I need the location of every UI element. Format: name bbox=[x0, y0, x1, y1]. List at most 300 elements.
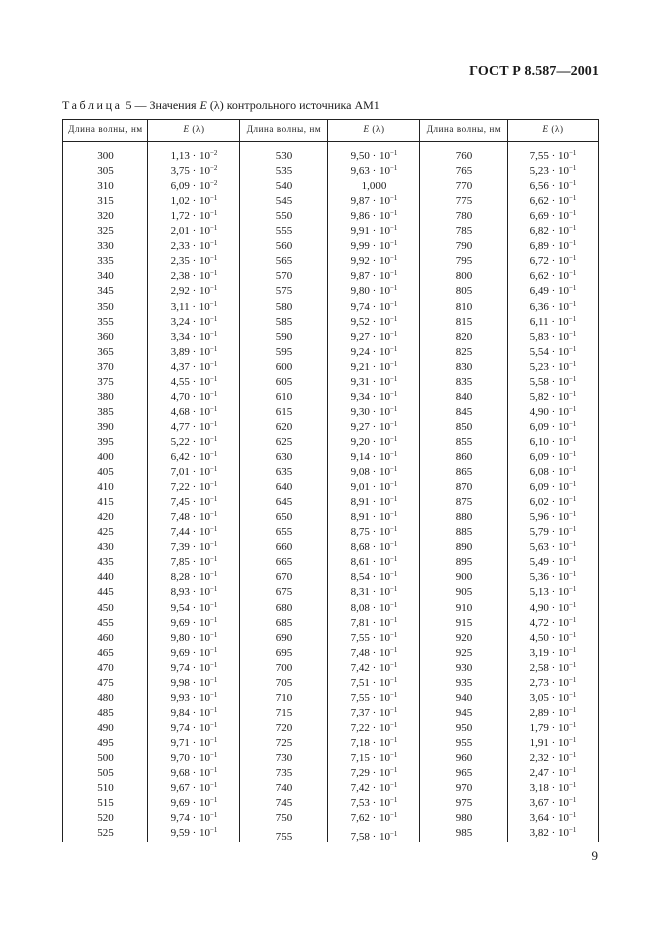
cell-wavelength: 630 bbox=[275, 451, 293, 463]
cell-wavelength: 945 bbox=[455, 706, 473, 719]
cell-value bbox=[508, 781, 598, 795]
cell-value-exponent: −1 bbox=[209, 465, 218, 474]
cell-value-mantissa: 9,01 · 10 bbox=[350, 481, 390, 494]
cell-value-exponent: −1 bbox=[209, 374, 218, 383]
cell-value bbox=[148, 540, 240, 554]
cell-value bbox=[148, 616, 240, 630]
cell-value bbox=[508, 751, 598, 765]
cell-value-mantissa: 4,68 · 10 bbox=[170, 405, 210, 418]
cell-value bbox=[148, 826, 240, 840]
cell-wavelength: 970 bbox=[455, 782, 473, 795]
cell-wavelength: 530 bbox=[275, 150, 293, 162]
cell-value-mantissa: 7,45 · 10 bbox=[170, 496, 210, 509]
cell-value bbox=[508, 164, 598, 178]
cell-value-mantissa: 6,08 · 10 bbox=[529, 466, 569, 479]
cell-wavelength: 730 bbox=[275, 752, 293, 764]
cell-value bbox=[328, 570, 420, 584]
cell-wavelength: 750 bbox=[275, 812, 293, 825]
cell-value bbox=[508, 766, 598, 780]
cell-value-mantissa: 8,91 · 10 bbox=[350, 511, 390, 524]
cell-value-mantissa: 9,74 · 10 bbox=[170, 812, 210, 825]
cell-wavelength: 645 bbox=[275, 496, 293, 509]
cell-value-mantissa: 5,54 · 10 bbox=[529, 345, 569, 358]
cell-value bbox=[508, 284, 598, 298]
cell-wavelength: 935 bbox=[455, 676, 473, 689]
cell-value-mantissa: 4,37 · 10 bbox=[170, 360, 210, 373]
cell-wavelength: 720 bbox=[275, 721, 293, 734]
cell-wavelength: 350 bbox=[97, 300, 114, 313]
cell-value bbox=[148, 390, 240, 404]
cell-value bbox=[508, 540, 598, 554]
cell-wavelength: 700 bbox=[275, 661, 293, 674]
cell-value-mantissa: 4,50 · 10 bbox=[529, 631, 569, 644]
cell-value-mantissa: 9,86 · 10 bbox=[350, 210, 390, 223]
cell-wavelength: 680 bbox=[275, 601, 293, 614]
cell-wavelength: 640 bbox=[275, 481, 293, 494]
cell-wavelength: 580 bbox=[275, 300, 293, 313]
cell-value bbox=[508, 480, 598, 494]
cell-value-exponent: −1 bbox=[209, 224, 218, 233]
cell-value-mantissa: 6,09 · 10 bbox=[529, 481, 569, 494]
cell-wavelength: 440 bbox=[97, 571, 114, 584]
cell-value-exponent: −1 bbox=[389, 525, 398, 534]
cell-value-mantissa: 9,50 · 10 bbox=[350, 150, 390, 162]
cell-value-mantissa: 9,69 · 10 bbox=[170, 797, 210, 810]
cell-value-mantissa: 5,83 · 10 bbox=[529, 330, 569, 343]
cell-value bbox=[508, 209, 598, 223]
cell-value-mantissa: 7,85 · 10 bbox=[170, 556, 210, 569]
cell-value-mantissa: 4,72 · 10 bbox=[529, 616, 569, 629]
cell-value bbox=[328, 345, 420, 359]
cell-wavelength: 585 bbox=[275, 315, 293, 328]
cell-value-exponent: −1 bbox=[568, 570, 577, 579]
cell-value-mantissa: 8,93 · 10 bbox=[170, 586, 210, 599]
cell-wavelength: 335 bbox=[97, 255, 114, 268]
header-value-symbol: E bbox=[363, 124, 370, 134]
cell-value-mantissa: 7,55 · 10 bbox=[350, 691, 390, 704]
cell-value-mantissa: 1,13 · 10 bbox=[170, 150, 210, 162]
cell-wavelength: 675 bbox=[275, 586, 293, 599]
cell-value-exponent: −1 bbox=[568, 495, 577, 504]
cell-value-exponent: −1 bbox=[209, 434, 218, 443]
cell-value bbox=[328, 465, 420, 479]
cell-value-mantissa: 7,55 · 10 bbox=[350, 631, 390, 644]
cell-wavelength: 445 bbox=[97, 586, 114, 599]
cell-value-mantissa: 9,98 · 10 bbox=[170, 676, 210, 689]
cell-value-exponent: −1 bbox=[209, 480, 218, 489]
cell-value bbox=[148, 194, 240, 208]
cell-wavelength: 895 bbox=[455, 556, 473, 569]
cell-value bbox=[328, 450, 420, 464]
cell-value-exponent: −1 bbox=[389, 465, 398, 474]
cell-value-exponent: −1 bbox=[389, 540, 398, 549]
cell-value-exponent: −1 bbox=[389, 359, 398, 368]
cell-value-exponent: −1 bbox=[209, 525, 218, 534]
cell-value-mantissa: 7,39 · 10 bbox=[170, 541, 210, 554]
cell-value bbox=[508, 194, 598, 208]
cell-value bbox=[148, 209, 240, 223]
cell-value bbox=[148, 345, 240, 359]
cell-value-mantissa: 7,18 · 10 bbox=[350, 736, 390, 749]
cell-value-exponent: −1 bbox=[568, 194, 577, 203]
header-wavelength: Длина волны, нм bbox=[68, 124, 143, 134]
cell-value-exponent: −1 bbox=[209, 269, 218, 278]
cell-value-exponent: −1 bbox=[568, 525, 577, 534]
cell-value-exponent: −1 bbox=[209, 811, 218, 820]
cell-value-mantissa: 7,15 · 10 bbox=[350, 752, 390, 764]
cell-value-mantissa: 6,10 · 10 bbox=[529, 435, 569, 448]
cell-value bbox=[328, 525, 420, 539]
cell-wavelength: 650 bbox=[275, 511, 293, 524]
cell-value-mantissa: 4,55 · 10 bbox=[170, 375, 210, 388]
cell-value-mantissa: 7,01 · 10 bbox=[170, 466, 210, 479]
cell-value-mantissa: 5,36 · 10 bbox=[529, 571, 569, 584]
cell-value bbox=[328, 269, 420, 283]
cell-wavelength: 325 bbox=[97, 225, 114, 238]
cell-value bbox=[328, 375, 420, 389]
cell-value bbox=[148, 465, 240, 479]
cell-value-exponent: −1 bbox=[209, 209, 218, 218]
cell-value-exponent: −1 bbox=[568, 645, 577, 654]
cell-value-exponent: −1 bbox=[209, 254, 218, 263]
cell-wavelength: 790 bbox=[455, 240, 473, 253]
cell-wavelength: 715 bbox=[275, 706, 293, 719]
cell-wavelength: 665 bbox=[275, 556, 293, 569]
cell-value-exponent: −2 bbox=[209, 179, 218, 188]
cell-wavelength: 340 bbox=[97, 270, 114, 283]
cell-value-exponent: −1 bbox=[389, 781, 398, 790]
cell-value-mantissa: 7,58 · 10 bbox=[350, 831, 390, 844]
cell-wavelength: 870 bbox=[455, 481, 473, 494]
cell-value bbox=[508, 405, 598, 419]
cell-value-mantissa: 1,72 · 10 bbox=[170, 210, 210, 223]
cell-value bbox=[328, 405, 420, 419]
cell-wavelength: 705 bbox=[275, 676, 293, 689]
cell-wavelength: 310 bbox=[97, 180, 114, 193]
cell-wavelength: 860 bbox=[455, 451, 473, 463]
cell-wavelength: 515 bbox=[97, 797, 114, 810]
cell-value-mantissa: 9,52 · 10 bbox=[350, 315, 390, 328]
cell-value-exponent: −1 bbox=[568, 314, 577, 323]
cell-wavelength: 905 bbox=[455, 586, 473, 599]
header-value-rest: (λ) bbox=[548, 124, 564, 134]
cell-value-exponent: −1 bbox=[389, 555, 398, 564]
cell-value-exponent: −1 bbox=[568, 585, 577, 594]
cell-value-exponent: −1 bbox=[209, 359, 218, 368]
cell-value-exponent: −1 bbox=[209, 540, 218, 549]
table-caption bbox=[62, 98, 380, 113]
cell-wavelength: 845 bbox=[455, 405, 473, 418]
cell-value-exponent: −1 bbox=[209, 404, 218, 413]
cell-wavelength: 485 bbox=[97, 706, 114, 719]
cell-value-exponent: −2 bbox=[209, 164, 218, 173]
cell-value bbox=[328, 721, 420, 735]
cell-value-mantissa: 6,62 · 10 bbox=[529, 270, 569, 283]
cell-value bbox=[508, 435, 598, 449]
cell-value-mantissa: 2,92 · 10 bbox=[170, 285, 210, 298]
cell-wavelength: 835 bbox=[455, 375, 473, 388]
cell-value-mantissa: 6,72 · 10 bbox=[529, 255, 569, 268]
caption-number: 5 bbox=[125, 98, 132, 112]
cell-wavelength: 725 bbox=[275, 736, 293, 749]
cell-value bbox=[328, 751, 420, 765]
cell-wavelength: 315 bbox=[97, 195, 114, 208]
cell-value-exponent: −2 bbox=[209, 149, 218, 157]
cell-value-mantissa: 8,31 · 10 bbox=[350, 586, 390, 599]
cell-value bbox=[328, 540, 420, 554]
cell-wavelength: 300 bbox=[97, 150, 114, 162]
header-value bbox=[148, 124, 240, 134]
cell-wavelength: 805 bbox=[455, 285, 473, 298]
cell-value-exponent: −1 bbox=[568, 811, 577, 820]
cell-value-mantissa: 8,68 · 10 bbox=[350, 541, 390, 554]
cell-value-exponent: −1 bbox=[209, 751, 218, 759]
cell-value-mantissa: 6,62 · 10 bbox=[529, 195, 569, 208]
cell-value-mantissa: 9,63 · 10 bbox=[350, 165, 390, 178]
cell-value-mantissa: 2,47 · 10 bbox=[529, 767, 569, 780]
cell-value bbox=[508, 631, 598, 645]
cell-value bbox=[508, 315, 598, 329]
cell-wavelength: 740 bbox=[275, 782, 293, 795]
cell-value-exponent: −1 bbox=[209, 675, 218, 684]
cell-value-exponent: −1 bbox=[389, 630, 398, 639]
cell-value bbox=[148, 646, 240, 660]
cell-value-mantissa: 9,93 · 10 bbox=[170, 691, 210, 704]
cell-value-mantissa: 5,23 · 10 bbox=[529, 360, 569, 373]
cell-value-exponent: −1 bbox=[209, 600, 218, 609]
cell-value-exponent: −1 bbox=[389, 645, 398, 654]
cell-value bbox=[328, 631, 420, 645]
cell-wavelength: 975 bbox=[455, 797, 473, 810]
cell-value bbox=[148, 661, 240, 675]
cell-value-mantissa: 4,90 · 10 bbox=[529, 601, 569, 614]
cell-wavelength: 505 bbox=[97, 767, 114, 780]
cell-value bbox=[508, 826, 598, 840]
cell-value-mantissa: 3,75 · 10 bbox=[170, 165, 210, 178]
cell-wavelength: 780 bbox=[455, 210, 473, 223]
caption-text-after: (λ) контрольного источника АМ1 bbox=[209, 98, 380, 112]
cell-value bbox=[508, 360, 598, 374]
cell-value bbox=[508, 420, 598, 434]
cell-value bbox=[508, 796, 598, 810]
cell-value-exponent: −1 bbox=[209, 645, 218, 654]
cell-wavelength: 555 bbox=[275, 225, 293, 238]
cell-value-mantissa: 6,89 · 10 bbox=[529, 240, 569, 253]
cell-value bbox=[148, 375, 240, 389]
cell-value-exponent: −1 bbox=[389, 434, 398, 443]
cell-value-exponent: −1 bbox=[568, 675, 577, 684]
cell-value bbox=[508, 706, 598, 720]
cell-value-exponent: −1 bbox=[568, 209, 577, 218]
cell-value bbox=[148, 450, 240, 464]
cell-value bbox=[328, 239, 420, 253]
cell-value bbox=[328, 706, 420, 720]
cell-value-mantissa: 9,31 · 10 bbox=[350, 375, 390, 388]
cell-value-mantissa: 5,96 · 10 bbox=[529, 511, 569, 524]
cell-value-exponent: −1 bbox=[568, 826, 577, 835]
page-number: 9 bbox=[591, 848, 598, 863]
cell-value-exponent: −1 bbox=[389, 720, 398, 729]
cell-value bbox=[508, 330, 598, 344]
cell-value-mantissa: 9,67 · 10 bbox=[170, 782, 210, 795]
cell-value-exponent: −1 bbox=[568, 239, 577, 248]
cell-wavelength: 655 bbox=[275, 526, 293, 539]
cell-value-exponent: −1 bbox=[209, 735, 218, 744]
cell-wavelength: 830 bbox=[455, 360, 473, 373]
cell-value bbox=[508, 601, 598, 615]
cell-wavelength: 570 bbox=[275, 270, 293, 283]
cell-value-mantissa: 9,68 · 10 bbox=[170, 767, 210, 780]
cell-value-mantissa: 6,11 · 10 bbox=[529, 315, 569, 328]
cell-wavelength: 365 bbox=[97, 345, 114, 358]
cell-value-mantissa: 9,14 · 10 bbox=[350, 451, 390, 463]
cell-value-mantissa: 9,80 · 10 bbox=[350, 285, 390, 298]
cell-wavelength: 420 bbox=[97, 511, 114, 524]
cell-value bbox=[328, 420, 420, 434]
cell-value-mantissa: 2,33 · 10 bbox=[170, 240, 210, 253]
cell-value-exponent: −1 bbox=[568, 796, 577, 805]
header-wavelength: Длина волны, нм bbox=[246, 124, 322, 134]
cell-value-exponent: −1 bbox=[568, 284, 577, 293]
cell-value-exponent: −1 bbox=[209, 344, 218, 353]
cell-wavelength: 940 bbox=[455, 691, 473, 704]
cell-value bbox=[328, 209, 420, 223]
cell-value-mantissa: 3,05 · 10 bbox=[529, 691, 569, 704]
cell-wavelength: 545 bbox=[275, 195, 293, 208]
cell-wavelength: 745 bbox=[275, 797, 293, 810]
cell-wavelength: 470 bbox=[97, 661, 114, 674]
cell-value-exponent: −1 bbox=[568, 510, 577, 519]
cell-value-exponent: −1 bbox=[568, 480, 577, 489]
cell-value-exponent: −1 bbox=[389, 705, 398, 714]
cell-value-exponent: −1 bbox=[209, 826, 218, 835]
cell-wavelength: 525 bbox=[97, 827, 114, 840]
cell-value bbox=[508, 616, 598, 630]
cell-value bbox=[328, 616, 420, 630]
cell-wavelength: 405 bbox=[97, 466, 114, 479]
document-id: ГОСТ Р 8.587—2001 bbox=[469, 64, 599, 79]
cell-wavelength: 915 bbox=[455, 616, 473, 629]
cell-value-mantissa: 3,24 · 10 bbox=[170, 315, 210, 328]
cell-value-exponent: −1 bbox=[209, 510, 218, 519]
cell-value-exponent: −1 bbox=[568, 766, 577, 775]
cell-wavelength: 865 bbox=[455, 466, 473, 479]
cell-wavelength: 620 bbox=[275, 420, 293, 433]
cell-value-exponent: −1 bbox=[568, 224, 577, 233]
cell-wavelength: 840 bbox=[455, 390, 473, 403]
cell-wavelength: 385 bbox=[97, 405, 114, 418]
cell-wavelength: 415 bbox=[97, 496, 114, 509]
cell-value-exponent: −1 bbox=[568, 254, 577, 263]
cell-value bbox=[148, 284, 240, 298]
cell-value-mantissa: 7,42 · 10 bbox=[350, 782, 390, 795]
cell-value-mantissa: 9,74 · 10 bbox=[170, 661, 210, 674]
cell-wavelength: 775 bbox=[455, 195, 473, 208]
cell-value-mantissa: 9,34 · 10 bbox=[350, 390, 390, 403]
cell-value-mantissa: 9,21 · 10 bbox=[350, 360, 390, 373]
cell-value-mantissa: 6,09 · 10 bbox=[529, 420, 569, 433]
cell-wavelength: 605 bbox=[275, 375, 293, 388]
cell-value bbox=[148, 179, 240, 193]
cell-value bbox=[148, 781, 240, 795]
cell-value-exponent: −1 bbox=[389, 164, 398, 173]
cell-value-exponent: −1 bbox=[389, 510, 398, 519]
cell-value-mantissa: 9,54 · 10 bbox=[170, 601, 210, 614]
cell-value bbox=[148, 149, 240, 163]
caption-dash: — bbox=[134, 98, 147, 112]
cell-value-exponent: −1 bbox=[389, 374, 398, 383]
cell-value-mantissa: 2,73 · 10 bbox=[529, 676, 569, 689]
cell-value-exponent: −1 bbox=[568, 450, 577, 458]
cell-value bbox=[508, 239, 598, 253]
cell-value bbox=[328, 601, 420, 615]
cell-value-exponent: −1 bbox=[568, 465, 577, 474]
cell-value-mantissa: 2,38 · 10 bbox=[170, 270, 210, 283]
cell-value-exponent: −1 bbox=[568, 751, 577, 759]
cell-wavelength: 735 bbox=[275, 767, 293, 780]
cell-value-exponent: −1 bbox=[568, 781, 577, 790]
cell-value-exponent: −1 bbox=[568, 705, 577, 714]
cell-value-mantissa: 3,11 · 10 bbox=[170, 300, 210, 313]
cell-wavelength: 625 bbox=[275, 435, 293, 448]
cell-wavelength: 500 bbox=[97, 752, 114, 764]
cell-value-mantissa: 7,53 · 10 bbox=[350, 797, 390, 810]
cell-value-exponent: −1 bbox=[389, 284, 398, 293]
cell-value bbox=[328, 164, 420, 178]
caption-symbol: E bbox=[199, 98, 207, 112]
cell-value-exponent: −1 bbox=[209, 660, 218, 669]
cell-value-mantissa: 9,80 · 10 bbox=[170, 631, 210, 644]
cell-wavelength: 425 bbox=[97, 526, 114, 539]
cell-value-mantissa: 9,74 · 10 bbox=[350, 300, 390, 313]
cell-value-mantissa: 2,01 · 10 bbox=[170, 225, 210, 238]
cell-wavelength: 820 bbox=[455, 330, 473, 343]
cell-value-mantissa: 3,19 · 10 bbox=[529, 646, 569, 659]
cell-wavelength: 370 bbox=[97, 360, 114, 373]
cell-wavelength: 985 bbox=[455, 827, 473, 840]
cell-value bbox=[328, 300, 420, 314]
cell-wavelength: 710 bbox=[275, 691, 293, 704]
cell-value-exponent: −1 bbox=[568, 404, 577, 413]
cell-wavelength: 540 bbox=[275, 180, 293, 193]
cell-value-mantissa: 7,48 · 10 bbox=[350, 646, 390, 659]
cell-wavelength: 930 bbox=[455, 661, 473, 674]
cell-value-mantissa: 6,82 · 10 bbox=[529, 225, 569, 238]
cell-value-mantissa: 2,58 · 10 bbox=[529, 661, 569, 674]
cell-value bbox=[148, 360, 240, 374]
cell-value bbox=[148, 631, 240, 645]
cell-wavelength: 550 bbox=[275, 210, 293, 223]
cell-wavelength: 980 bbox=[455, 812, 473, 825]
cell-wavelength: 800 bbox=[455, 270, 473, 283]
cell-value bbox=[148, 525, 240, 539]
cell-wavelength: 660 bbox=[275, 541, 293, 554]
cell-value-mantissa: 5,58 · 10 bbox=[529, 375, 569, 388]
cell-value-exponent: −1 bbox=[568, 179, 577, 188]
cell-value bbox=[148, 269, 240, 283]
cell-value bbox=[328, 284, 420, 298]
cell-value-mantissa: 4,90 · 10 bbox=[529, 405, 569, 418]
cell-value bbox=[508, 450, 598, 464]
cell-value bbox=[508, 465, 598, 479]
caption-label: Таблица bbox=[62, 98, 123, 112]
cell-value bbox=[508, 300, 598, 314]
cell-value bbox=[328, 766, 420, 780]
cell-value-mantissa: 6,42 · 10 bbox=[170, 451, 210, 463]
cell-wavelength: 635 bbox=[275, 466, 293, 479]
cell-value-mantissa: 5,63 · 10 bbox=[529, 541, 569, 554]
cell-value-mantissa: 2,32 · 10 bbox=[529, 752, 569, 764]
